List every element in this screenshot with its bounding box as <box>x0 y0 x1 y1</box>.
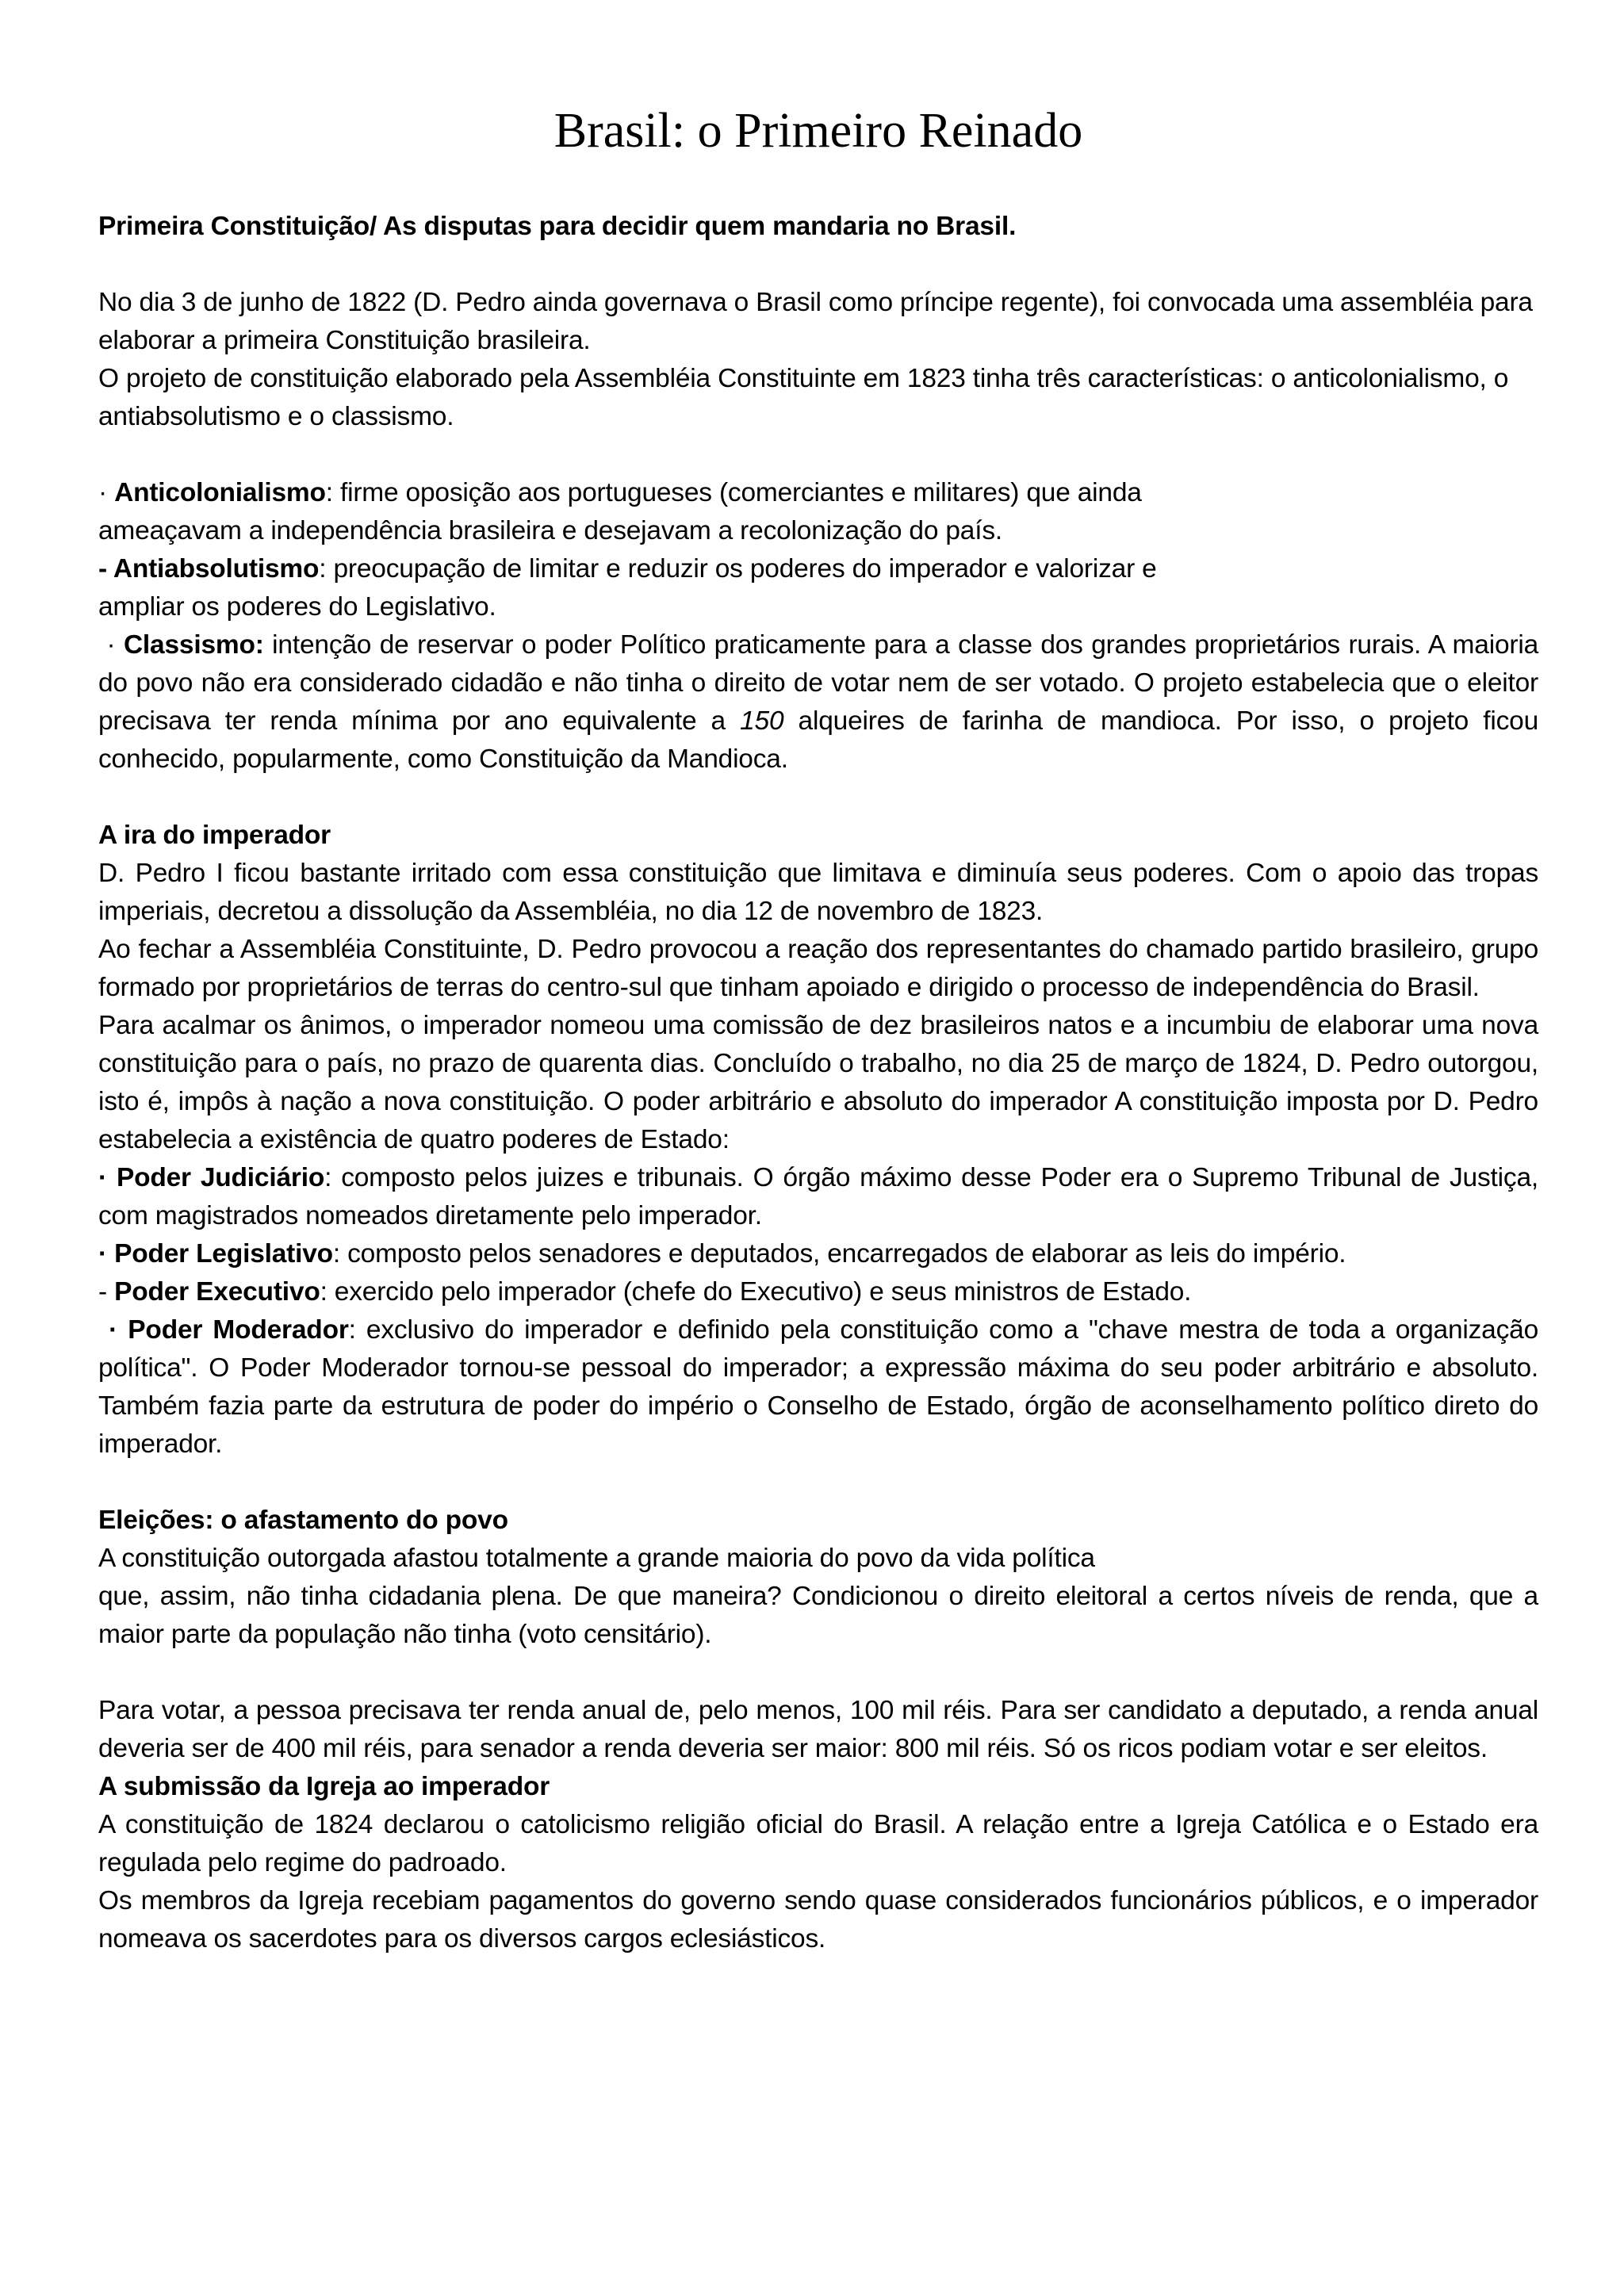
paragraph: A constituição de 1824 declarou o catolicismo religião oficial do Brasil. A relação entre a Igreja Católica e o Estado era regulada pelo regime do padroado. <box>98 1810 1538 1877</box>
item-text: intenção de reservar o poder Político praticamente para a classe dos grandes proprietários rurais. A maioria do povo não era considerado cidadão e não tinha o direito de votar nem de ser votado. O projeto estabelecia que o eleitor precisava ter renda mínima por ano equivalente a <box>98 630 1538 736</box>
bullet: - <box>98 1277 115 1307</box>
spacer <box>98 1654 1538 1692</box>
term: Poder Legislativo <box>114 1239 333 1269</box>
power-item-executivo <box>98 1273 1538 1311</box>
section-heading-eleicoes: Eleições: o afastamento do povo <box>98 1506 508 1535</box>
list-item-anticolonialismo <box>98 474 1538 550</box>
spacer <box>98 436 1538 474</box>
section-heading-igreja: A submissão da Igreja ao imperador <box>98 1772 550 1801</box>
paragraph: Para votar, a pessoa precisava ter renda anual de, pelo menos, 100 mil réis. Para ser candidato a deputado, a renda anual deveria ser de 400 mil réis, para senador a renda deveria ser maior: 800 mil réis. Só os ricos podiam votar e ser eleitos. <box>98 1696 1538 1763</box>
item-text: : exclusivo do imperador e definido pela constituição como a "chave mestra de toda a organização política". O Poder Moderador tornou-se pessoal do imperador; a expressão máxima do seu poder arbitrário e absoluto. Também fazia parte da estrutura de poder do império o Conselho de Estado, órgão de aconselhamento político direto do imperador. <box>98 1315 1539 1459</box>
term: Classismo: <box>123 630 264 660</box>
term: Poder Moderador <box>128 1315 349 1345</box>
item-text: : preocupação de limitar e reduzir os poderes do imperador e valorizar e <box>319 554 1157 584</box>
term: Poder Executivo <box>114 1277 320 1307</box>
list-item-classismo <box>98 626 1538 779</box>
term: Anticolonialismo <box>114 478 326 507</box>
paragraph: Ao fechar a Assembléia Constituinte, D. Pedro provocou a reação dos representantes do chamado partido brasileiro, grupo formado por proprietários de terras do centro-sul que tinham apoiado e dirigido o processo de independência do Brasil. <box>98 935 1538 1002</box>
power-item-legislativo <box>98 1235 1538 1273</box>
term: Poder Judiciário <box>116 1163 325 1192</box>
item-text: ameaçavam a independência brasileira e desejavam a recolonização do país. <box>98 516 1002 545</box>
paragraph-rest: que, assim, não tinha cidadania plena. De que maneira? Condicionou o direito eleitoral a certos níveis de renda, que a maior parte da população não tinha (voto censitário). <box>98 1582 1538 1649</box>
document-page <box>98 95 1538 1958</box>
item-text: : composto pelos juizes e tribunais. O órgão máximo desse Poder era o Supremo Tribunal de Justiça, com magistrados nomeados diretamente pelo imperador. <box>98 1163 1538 1230</box>
item-text: alqueires de farinha de mandioca. Por isso, o projeto ficou conhecido, popularmente, como Constituição da Mandioca. <box>98 706 1538 774</box>
power-item-moderador <box>98 1311 1538 1464</box>
spacer <box>98 779 1538 817</box>
section-heading-ira: A ira do imperador <box>98 821 331 850</box>
power-item-judiciario <box>98 1159 1538 1235</box>
paragraph: No dia 3 de junho de 1822 (D. Pedro ainda governava o Brasil como príncipe regente), foi convocada uma assembléia para elaborar a primeira Constituição brasileira. <box>98 288 1533 355</box>
paragraph: O projeto de constituição elaborado pela Assembléia Constituinte em 1823 tinha três características: o anticolonialismo, o antiabsolutismo e o classismo. <box>98 364 1509 431</box>
section-heading-constitution: Primeira Constituição/ As disputas para decidir quem mandaria no Brasil. <box>98 212 1017 241</box>
bullet: - <box>98 554 113 584</box>
bullet: · <box>98 630 124 660</box>
bullet: · <box>98 1315 128 1345</box>
paragraph: D. Pedro I ficou bastante irritado com essa constituição que limitava e diminuía seus poderes. Com o apoio das tropas imperiais, decretou a dissolução da Assembléia, no dia 12 de novembro de 1823. <box>98 859 1538 926</box>
term: Antiabsolutismo <box>113 554 320 584</box>
paragraph-line: A constituição outorgada afastou totalmente a grande maioria do povo da vida política <box>98 1544 1095 1573</box>
paragraph <box>98 1540 1538 1654</box>
page-title: Brasil: o Primeiro Reinado <box>553 104 1083 158</box>
item-text: ampliar os poderes do Legislativo. <box>98 592 496 622</box>
item-text: : exercido pelo imperador (chefe do Executivo) e seus ministros de Estado. <box>320 1277 1192 1307</box>
spacer <box>98 1464 1538 1502</box>
bullet: · <box>98 1239 115 1269</box>
item-text: : firme oposição aos portugueses (comerciantes e militares) que ainda <box>325 478 1142 507</box>
paragraph: Para acalmar os ânimos, o imperador nomeou uma comissão de dez brasileiros natos e a incumbiu de elaborar uma nova constituição para o país, no prazo de quarenta dias. Concluído o trabalho, no dia 25 de março de 1824, D. Pedro outorgou, isto é, impôs à nação a nova constituição. O poder arbitrário e absoluto do imperador A constituição imposta por D. Pedro estabelecia a existência de quatro poderes de Estado: <box>98 1011 1538 1154</box>
paragraph: Os membros da Igreja recebiam pagamentos do governo sendo quase considerados funcionários públicos, e o imperador nomeava os sacerdotes para os diversos cargos eclesiásticos. <box>98 1886 1538 1954</box>
item-text: : composto pelos senadores e deputados, encarregados de elaborar as leis do império. <box>332 1239 1346 1269</box>
item-number: 150 <box>740 706 784 736</box>
list-item-antiabsolutismo <box>98 550 1538 626</box>
bullet: · <box>98 478 115 507</box>
bullet: · <box>98 1163 117 1192</box>
spacer <box>98 246 1538 284</box>
